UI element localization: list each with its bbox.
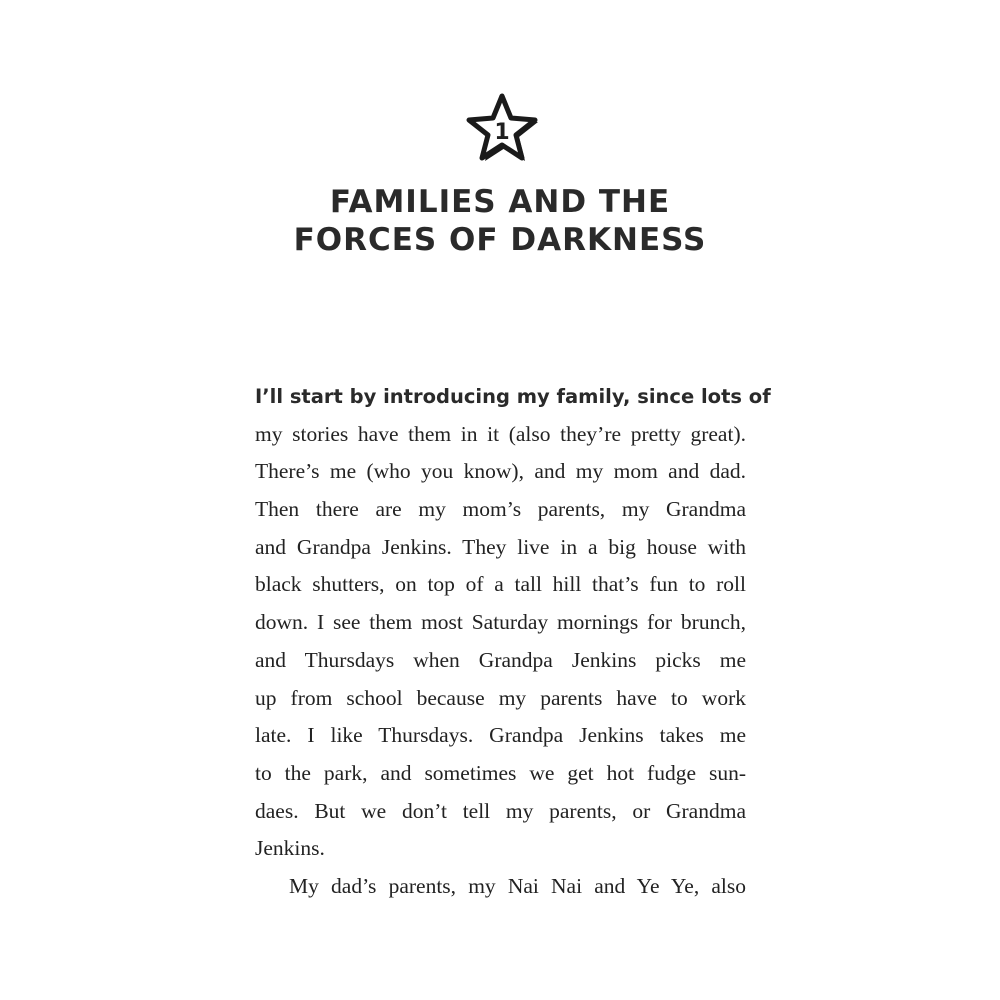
chapter-title-line-2: FORCES OF DARKNESS xyxy=(293,222,707,258)
body-text xyxy=(255,378,771,906)
text-line: and Thursdays when Grandpa Jenkins picks me xyxy=(255,647,746,672)
chapter-title-line-1: FAMILIES AND THE xyxy=(329,184,671,220)
chapter-title xyxy=(200,183,800,259)
text-line: late. I like Thursdays. Grandpa Jenkins takes me xyxy=(255,723,746,748)
text-line: daes. But we don’t tell my parents, or Grandma xyxy=(255,798,746,823)
text-line: and Grandpa Jenkins. They live in a big house with xyxy=(255,534,746,559)
text-line: up from school because my parents have to work xyxy=(255,685,746,710)
text-line: Then there are my mom’s parents, my Grandma xyxy=(255,497,746,522)
text-line: down. I see them most Saturday mornings for brunch, xyxy=(255,610,746,635)
text-line: There’s me (who you know), and my mom and dad. xyxy=(255,459,746,484)
text-line: my stories have them in it (also they’re pretty great). xyxy=(255,421,746,446)
text-line: Jenkins. xyxy=(255,836,325,861)
text-line: My dad’s parents, my Nai Nai and Ye Ye, also xyxy=(289,873,746,898)
chapter-number: 1 xyxy=(494,119,510,145)
chapter-star-badge xyxy=(462,88,542,168)
text-line: I’ll start by introducing my family, since lots of xyxy=(255,385,771,408)
text-line: to the park, and sometimes we get hot fudge sun- xyxy=(255,760,746,785)
text-line: black shutters, on top of a tall hill that’s fun to roll xyxy=(255,572,746,597)
